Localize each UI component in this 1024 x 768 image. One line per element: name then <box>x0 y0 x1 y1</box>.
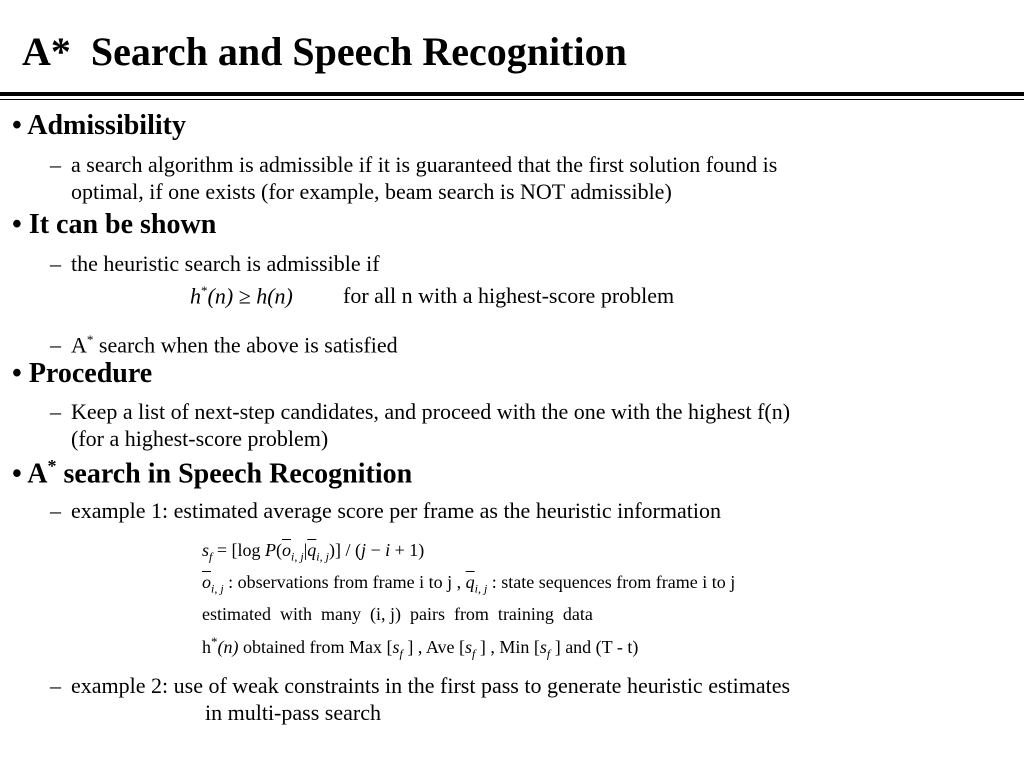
sub-bullet-admissible-definition: – a search algorithm is admissible if it is guaranteed that the first solution found is optimal, if one exists (for example, beam search is NOT admissible) <box>50 152 778 204</box>
bullet-astar-speech-recognition: • A* search in Speech Recognition <box>12 456 413 490</box>
title-rule-thin <box>0 99 1024 100</box>
admissibility-equation: h*(n) ≥ h(n) <box>190 283 293 309</box>
bullet-admissibility: • Admissibility <box>12 110 186 141</box>
bullet-procedure: • Procedure <box>12 358 153 389</box>
bullet-it-can-be-shown: • It can be shown <box>12 209 217 240</box>
slide-title: A* Search and Speech Recognition <box>22 29 627 74</box>
formula-observation-definition: $\overline{o}_{i, j}$ : observations from frame i to j , $\overline{q}_{i, j}$ : state sequences from frame i to j <box>202 572 736 596</box>
formula-sf-definition: $s_f = [\log$ $P(\overline{o}_{i, j}|\overline{q}_{i, j})] / (j - i + 1)$ <box>202 540 425 564</box>
formula-heuristic-obtained: h*(n) obtained from Max [$s_f$ ] , Ave [$s_f$ ] , Min [$s_f$ ] and (T - t) <box>202 634 639 661</box>
admissibility-equation-note: for all n with a highest-score problem <box>343 283 675 308</box>
sub-bullet-example-2: – example 2: use of weak constraints in the first pass to generate heuristic estimates in multi-pass search <box>50 673 791 725</box>
title-rule-thick <box>0 92 1024 96</box>
sub-bullet-heuristic-admissible: – the heuristic search is admissible if <box>50 251 380 276</box>
sub-bullet-astar-satisfied: – A* search when the above is satisfied <box>50 332 398 358</box>
formula-estimated-pairs: estimated with many (i, j) pairs from training data <box>202 604 593 624</box>
sub-bullet-procedure-candidates: – Keep a list of next-step candidates, and proceed with the one with the highest f(n) (for a highest-score problem) <box>50 399 791 451</box>
sub-bullet-example-1: – example 1: estimated average score per frame as the heuristic information <box>50 498 721 523</box>
